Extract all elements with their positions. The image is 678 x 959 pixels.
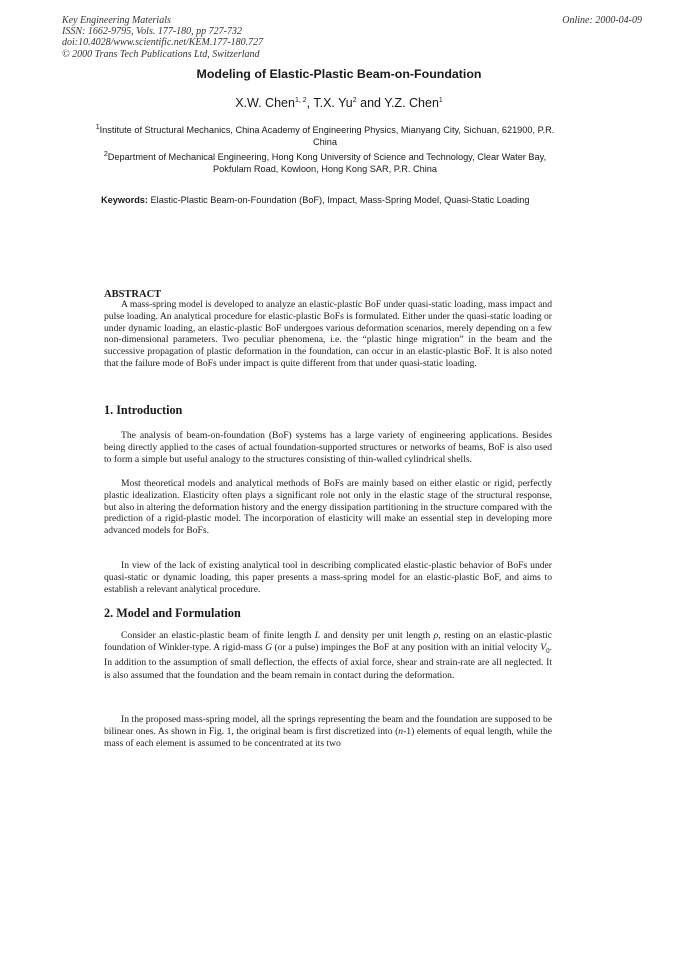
author-name: X.W. Chen [235, 96, 295, 110]
affiliation-1 [95, 124, 555, 148]
issn-line: ISSN: 1662-9795, Vols. 177-180, pp 727-732 [62, 26, 242, 38]
copyright-line: © 2000 Trans Tech Publications Ltd, Switzerland [62, 48, 260, 60]
section-heading-model-formulation: 2. Model and Formulation [104, 606, 241, 620]
math-symbol: n [398, 725, 404, 737]
section-heading-introduction: 1. Introduction [104, 403, 183, 417]
author-affiliation-mark: 1, 2 [294, 96, 307, 104]
author-separator: , [306, 96, 314, 110]
paragraph: Most theoretical models and analytical methods of BoFs are mainly based on either elastic or rigid, perfectly plastic idealization. Elasticity often plays a significant role not only in the elastic stage of the structural response, but also in altering the deformation history and the energy dissipation partitioning in the structure compared with the prediction of a rigid-plastic model. The incorporation of elasticity will make an essential step in developing more advanced models for BoFs. [104, 478, 552, 536]
paragraph: In view of the lack of existing analytical tool in describing complicated elastic-plastic behavior of BoFs under quasi-static or dynamic loading, this paper presents a mass-spring model for an elastic-plastic BoF, and aims to establish a relevant analytical procedure. [104, 560, 552, 595]
doi-line: doi:10.4028/www.scientific.net/KEM.177-180.727 [62, 37, 264, 49]
affiliation-2 [95, 151, 555, 175]
keywords-label: Keywords: [101, 195, 148, 205]
author-separator: and [356, 96, 385, 110]
math-symbol: L [314, 630, 321, 641]
online-date: Online: 2000-04-09 [562, 15, 642, 26]
abstract-paragraph: A mass-spring model is developed to analyze an elastic-plastic BoF under quasi-static loading, mass impact and pulse loading. An analytical procedure for elastic-plastic BoFs is formulated. Either under the quasi-static loading or under dynamic loading, an elastic-plastic BoF undergoes various deformation scenarios, merely depending on a few non-dimensional parameters. Two peculiar phenomena, i.e. the “plastic hinge migration” in the beam and the successive propagation of plastic deformation in the foundation, can occur in an elastic-plastic BoF. It is also noted that the failure mode of BoFs under impact is quite different from that under quasi-static loading. [104, 299, 552, 369]
text-run: (or a pulse) impinges the BoF at any position with an initial velocity [272, 642, 541, 654]
paragraph [104, 630, 552, 682]
author-list [0, 96, 678, 110]
author-affiliation-mark: 1 [438, 96, 443, 104]
affiliation-mark: 1 [95, 123, 100, 131]
affiliation-mark: 2 [103, 150, 108, 158]
math-symbol: ρ [433, 630, 439, 641]
journal-header [62, 15, 263, 60]
affiliation-text: Department of Mechanical Engineering, Hong Kong University of Science and Technology, Clear Water Bay, Pokfulam Road, Kowloon, Hong Kong SAR, P.R. China [107, 152, 547, 174]
journal-name: Key Engineering Materials [62, 15, 171, 26]
math-symbol: G [265, 642, 273, 654]
math-subscript: 0 [546, 647, 550, 656]
text-run: . In addition to the assumption of small deflection, the effects of axial force, shear and strain-rate are all neglected. It is also assumed that the foundation and the beam remain in contact during the deformation. [104, 642, 552, 681]
paragraph [104, 714, 552, 749]
author-affiliation-mark: 2 [352, 96, 357, 104]
author-name: Y.Z. Chen [384, 96, 439, 110]
text-run: , resting on an elastic-plastic foundation of Winkler-type. A rigid-mass [104, 630, 552, 654]
affiliation-text: Institute of Structural Mechanics, China Academy of Engineering Physics, Mianyang City, Sichuan, 621900, P.R. China [99, 125, 555, 147]
text-run: Consider an elastic-plastic beam of finite length [121, 630, 315, 641]
text-run: and density per unit length [320, 630, 434, 641]
abstract-heading: ABSTRACT [104, 289, 162, 300]
paragraph: The analysis of beam-on-foundation (BoF) systems has a large variety of engineering applications. Besides being directly applied to the cases of actual foundation-supported structures or networks of beams, BoF is also used to form a simple but useful analogy to the structures consisting of thin-walled cylindrical shells. [104, 430, 552, 465]
text-run: -1) elements of equal length, while the mass of each element is assumed to be concentrated at its two [104, 725, 553, 749]
text-run: In the proposed mass-spring model, all the springs representing the beam and the foundation are supposed to be bilinear ones. As shown in Fig. 1, the original beam is first discretized into ( [104, 714, 552, 737]
keywords-text: Elastic-Plastic Beam-on-Foundation (BoF), Impact, Mass-Spring Model, Quasi-Static Loading [147, 195, 530, 205]
math-symbol: V [540, 642, 547, 654]
paper-title: Modeling of Elastic-Plastic Beam-on-Foundation [196, 67, 482, 81]
keywords [101, 194, 551, 207]
author-name: T.X. Yu [313, 96, 353, 110]
